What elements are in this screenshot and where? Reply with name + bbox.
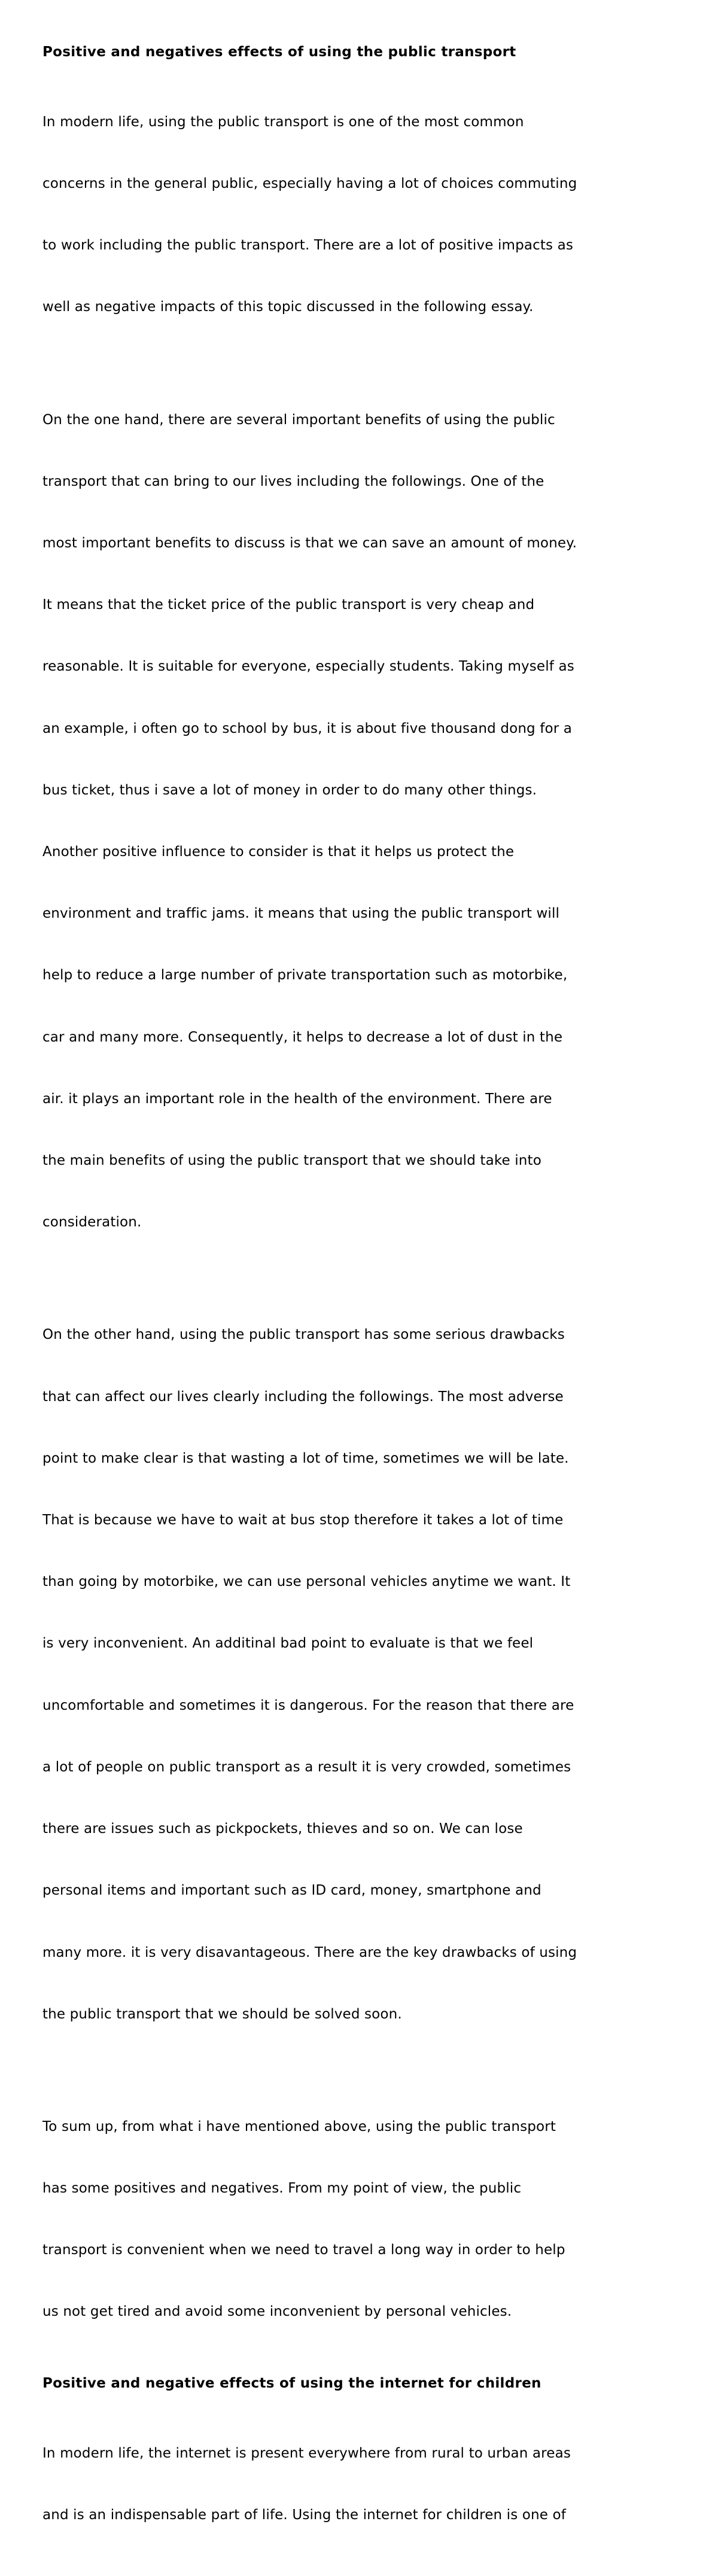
- document-content: [42, 42, 683, 2576]
- text-line: transport that can bring to our lives including the followings. One of the: [42, 473, 544, 489]
- essay-2-title: Positive and negative effects of using the internet for children: [42, 2375, 541, 2391]
- text-line: us not get tired and avoid some inconvenient by personal vehicles.: [42, 2304, 512, 2320]
- text-line: It means that the ticket price of the public transport is very cheap and: [42, 597, 535, 613]
- text-line: help to reduce a large number of private transportation such as motorbike,: [42, 967, 568, 983]
- text-line: In modern life, using the public transport is one of the most common: [42, 114, 524, 130]
- text-line: and is an indispensable part of life. Using the internet for children is one of: [42, 2507, 566, 2523]
- text-line: the main benefits of using the public transport that we should take into: [42, 1153, 541, 1169]
- text-line: to work including the public transport. There are a lot of positive impacts as: [42, 237, 574, 254]
- text-line: Another positive influence to consider is that it helps us protect the: [42, 844, 515, 860]
- text-line: uncomfortable and sometimes it is dangerous. For the reason that there are: [42, 1697, 574, 1713]
- text-line: point to make clear is that wasting a lot of time, sometimes we will be late.: [42, 1450, 569, 1466]
- text-line: concerns in the general public, especially having a lot of choices commuting: [42, 176, 577, 192]
- text-line: On the other hand, using the public transport has some serious drawbacks: [42, 1327, 565, 1343]
- text-line: To sum up, from what i have mentioned above, using the public transport: [42, 2118, 556, 2135]
- text-line: car and many more. Consequently, it helps to decrease a lot of dust in the: [42, 1029, 563, 1045]
- text-line: That is because we have to wait at bus stop therefore it takes a lot of time: [42, 1512, 564, 1528]
- text-line: has some positives and negatives. From my point of view, the public: [42, 2181, 522, 2197]
- text-line: On the one hand, there are several important benefits of using the public: [42, 412, 555, 428]
- essay-1-paragraph-conclusion: [42, 2075, 683, 2364]
- essay-2-paragraph-intro: [42, 2402, 683, 2566]
- text-line: an example, i often go to school by bus, it is about five thousand dong for a: [42, 720, 573, 736]
- text-line: consideration.: [42, 1214, 142, 1231]
- text-line: transport is convenient when we need to travel a long way in order to help: [42, 2242, 565, 2258]
- text-line: than going by motorbike, we can use personal vehicles anytime we want. It: [42, 1574, 571, 1590]
- text-line: personal items and important such as ID card, money, smartphone and: [42, 1883, 541, 1899]
- text-line: well as negative impacts of this topic discussed in the following essay.: [42, 299, 534, 315]
- essay-1-paragraph-drawbacks: [42, 1284, 683, 2066]
- text-line: reasonable. It is suitable for everyone, especially students. Taking myself as: [42, 659, 574, 675]
- text-line: environment and traffic jams. it means that using the public transport will: [42, 906, 560, 922]
- text-line: the public transport that we should be solved soon.: [42, 2006, 402, 2022]
- essay-1-title: Positive and negatives effects of using the public transport: [42, 44, 516, 60]
- text-line: that can affect our lives clearly including the followings. The most adverse: [42, 1389, 564, 1405]
- essay-1-paragraph-intro: [42, 71, 683, 359]
- text-line: In modern life, the internet is present everywhere from rural to urban areas: [42, 2445, 571, 2461]
- text-line: is very inconvenient. An additinal bad point to evaluate is that we feel: [42, 1636, 534, 1652]
- text-line: most important benefits to discuss is that we can save an amount of money.: [42, 535, 577, 551]
- essay-1-paragraph-benefits: [42, 369, 683, 1274]
- text-line: air. it plays an important role in the health of the environment. There are: [42, 1091, 552, 1107]
- text-line: a lot of people on public transport as a result it is very crowded, sometimes: [42, 1759, 571, 1775]
- text-line: bus ticket, thus i save a lot of money in order to do many other things.: [42, 782, 537, 798]
- text-line: there are issues such as pickpockets, thieves and so on. We can lose: [42, 1821, 523, 1837]
- text-line: many more. it is very disavantageous. There are the key drawbacks of using: [42, 1944, 577, 1960]
